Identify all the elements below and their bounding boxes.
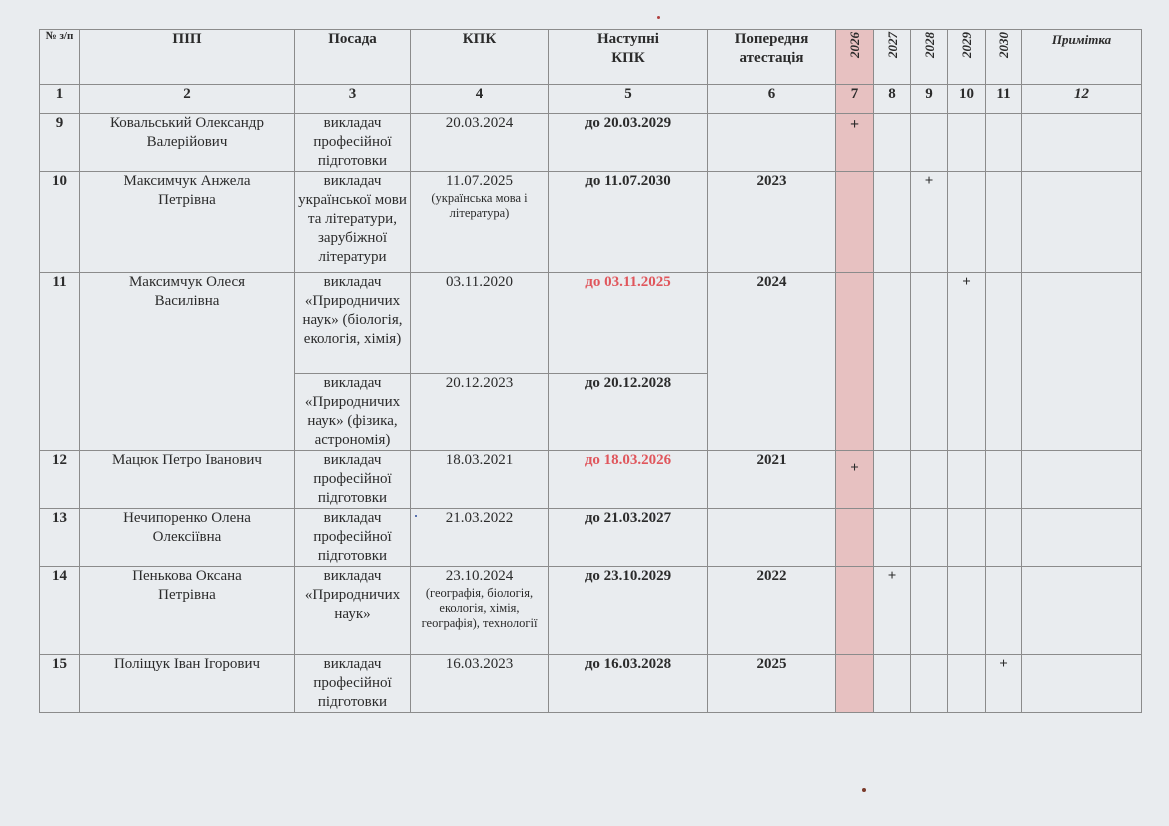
plus-mark: + <box>850 460 859 476</box>
note-cell <box>1022 567 1142 655</box>
kpk-date: 11.07.2025 (українська мова і література) <box>411 172 549 273</box>
mark-2028 <box>911 172 948 273</box>
plus-mark: + <box>849 116 860 133</box>
note-cell <box>1022 172 1142 273</box>
column-number: 5 <box>549 85 708 114</box>
header-kpk: КПК <box>411 30 549 85</box>
column-number: 8 <box>874 85 911 114</box>
ink-speck <box>657 16 660 19</box>
header-position: Посада <box>295 30 411 85</box>
table-row <box>40 567 1142 655</box>
prev-attestation: 2024 <box>708 273 836 451</box>
column-number: 7 <box>836 85 874 114</box>
next-kpk: до 20.12.2028 <box>549 374 708 451</box>
position: викладач професійної підготовки <box>295 509 411 567</box>
note-cell <box>1022 273 1142 451</box>
kpk-date: 23.10.2024 (географія, біологія, екологія, хімія, географія), технології <box>411 567 549 655</box>
person-name: Нечипоренко Олена Олексіївна <box>80 509 295 567</box>
mark-2026 <box>836 114 874 172</box>
table-row <box>40 172 1142 273</box>
header-year-2027: 2027 <box>874 30 911 85</box>
prev-attestation: 2025 <box>708 655 836 713</box>
column-number: 12 <box>1022 85 1142 114</box>
person-name: Мацюк Петро Іванович <box>80 451 295 509</box>
header-year-2029: 2029 <box>948 30 986 85</box>
header-note: Примітка <box>1022 30 1142 85</box>
person-name: Максимчук Анжела Петрівна <box>80 172 295 273</box>
header-year-2026: 2026 <box>836 30 874 85</box>
note-cell <box>1022 655 1142 713</box>
header-pip: ПІП <box>80 30 295 85</box>
row-number: 13 <box>40 509 80 567</box>
next-kpk: до 11.07.2030 <box>549 172 708 273</box>
column-numbers-row <box>40 85 1142 114</box>
kpk-date: 20.03.2024 <box>411 114 549 172</box>
mark-2026 <box>836 451 874 509</box>
row-number: 12 <box>40 451 80 509</box>
plus-mark: + <box>999 656 1008 672</box>
prev-attestation <box>708 509 836 567</box>
row-number: 11 <box>40 273 80 451</box>
next-kpk: до 16.03.2028 <box>549 655 708 713</box>
position: викладач «Природничих наук» (біологія, екологія, хімія) <box>295 273 411 374</box>
table-row <box>40 655 1142 713</box>
header-next-kpk: Наступні КПК <box>549 30 708 85</box>
prev-attestation <box>708 114 836 172</box>
column-number: 11 <box>986 85 1022 114</box>
position: викладач професійної підготовки <box>295 451 411 509</box>
header-row <box>40 30 1142 85</box>
person-name: Ковальський Олександр Валерійович <box>80 114 295 172</box>
note-cell <box>1022 114 1142 172</box>
row-number: 10 <box>40 172 80 273</box>
mark-2027 <box>874 567 911 655</box>
plus-mark: + <box>962 274 971 290</box>
person-name: Пенькова Оксана Петрівна <box>80 567 295 655</box>
kpk-date: 18.03.2021 <box>411 451 549 509</box>
mark-2029 <box>948 273 986 451</box>
plus-mark: + <box>887 568 897 584</box>
next-kpk-overdue: до 03.11.2025 <box>549 273 708 374</box>
position: викладач професійної підготовки <box>295 655 411 713</box>
row-number: 15 <box>40 655 80 713</box>
position: викладач «Природничих наук» <box>295 567 411 655</box>
next-kpk: до 23.10.2029 <box>549 567 708 655</box>
column-number: 1 <box>40 85 80 114</box>
table-row <box>40 273 1142 374</box>
kpk-date: 03.11.2020 <box>411 273 549 374</box>
row-number: 9 <box>40 114 80 172</box>
header-no: № з/п <box>40 30 80 85</box>
next-kpk: до 21.03.2027 <box>549 509 708 567</box>
next-kpk: до 20.03.2029 <box>549 114 708 172</box>
row-number: 14 <box>40 567 80 655</box>
table-row <box>40 451 1142 509</box>
prev-attestation: 2022 <box>708 567 836 655</box>
header-year-2028: 2028 <box>911 30 948 85</box>
table-row <box>40 114 1142 172</box>
plus-mark: + <box>924 173 934 189</box>
ink-speck <box>862 788 866 792</box>
note-cell <box>1022 509 1142 567</box>
person-name: Максимчук Олеся Василівна <box>80 273 295 451</box>
header-prev-attestation: Попередня атестація <box>708 30 836 85</box>
prev-attestation: 2021 <box>708 451 836 509</box>
note-cell <box>1022 451 1142 509</box>
column-number: 10 <box>948 85 986 114</box>
position: викладач української мови та літератури, зарубіжної літератури <box>295 172 411 273</box>
column-number: 2 <box>80 85 295 114</box>
column-number: 9 <box>911 85 948 114</box>
header-year-2030: 2030 <box>986 30 1022 85</box>
qualification-table <box>39 29 1142 713</box>
next-kpk-overdue: до 18.03.2026 <box>549 451 708 509</box>
mark-2030 <box>986 655 1022 713</box>
prev-attestation: 2023 <box>708 172 836 273</box>
person-name: Поліщук Іван Ігорович <box>80 655 295 713</box>
column-number: 4 <box>411 85 549 114</box>
column-number: 6 <box>708 85 836 114</box>
column-number: 3 <box>295 85 411 114</box>
position: викладач «Природничих наук» (фізика, астрономія) <box>295 374 411 451</box>
kpk-date: 16.03.2023 <box>411 655 549 713</box>
kpk-date: 21.03.2022 <box>411 509 549 567</box>
table-row <box>40 509 1142 567</box>
kpk-date: 20.12.2023 <box>411 374 549 451</box>
position: викладач професійної підготовки <box>295 114 411 172</box>
